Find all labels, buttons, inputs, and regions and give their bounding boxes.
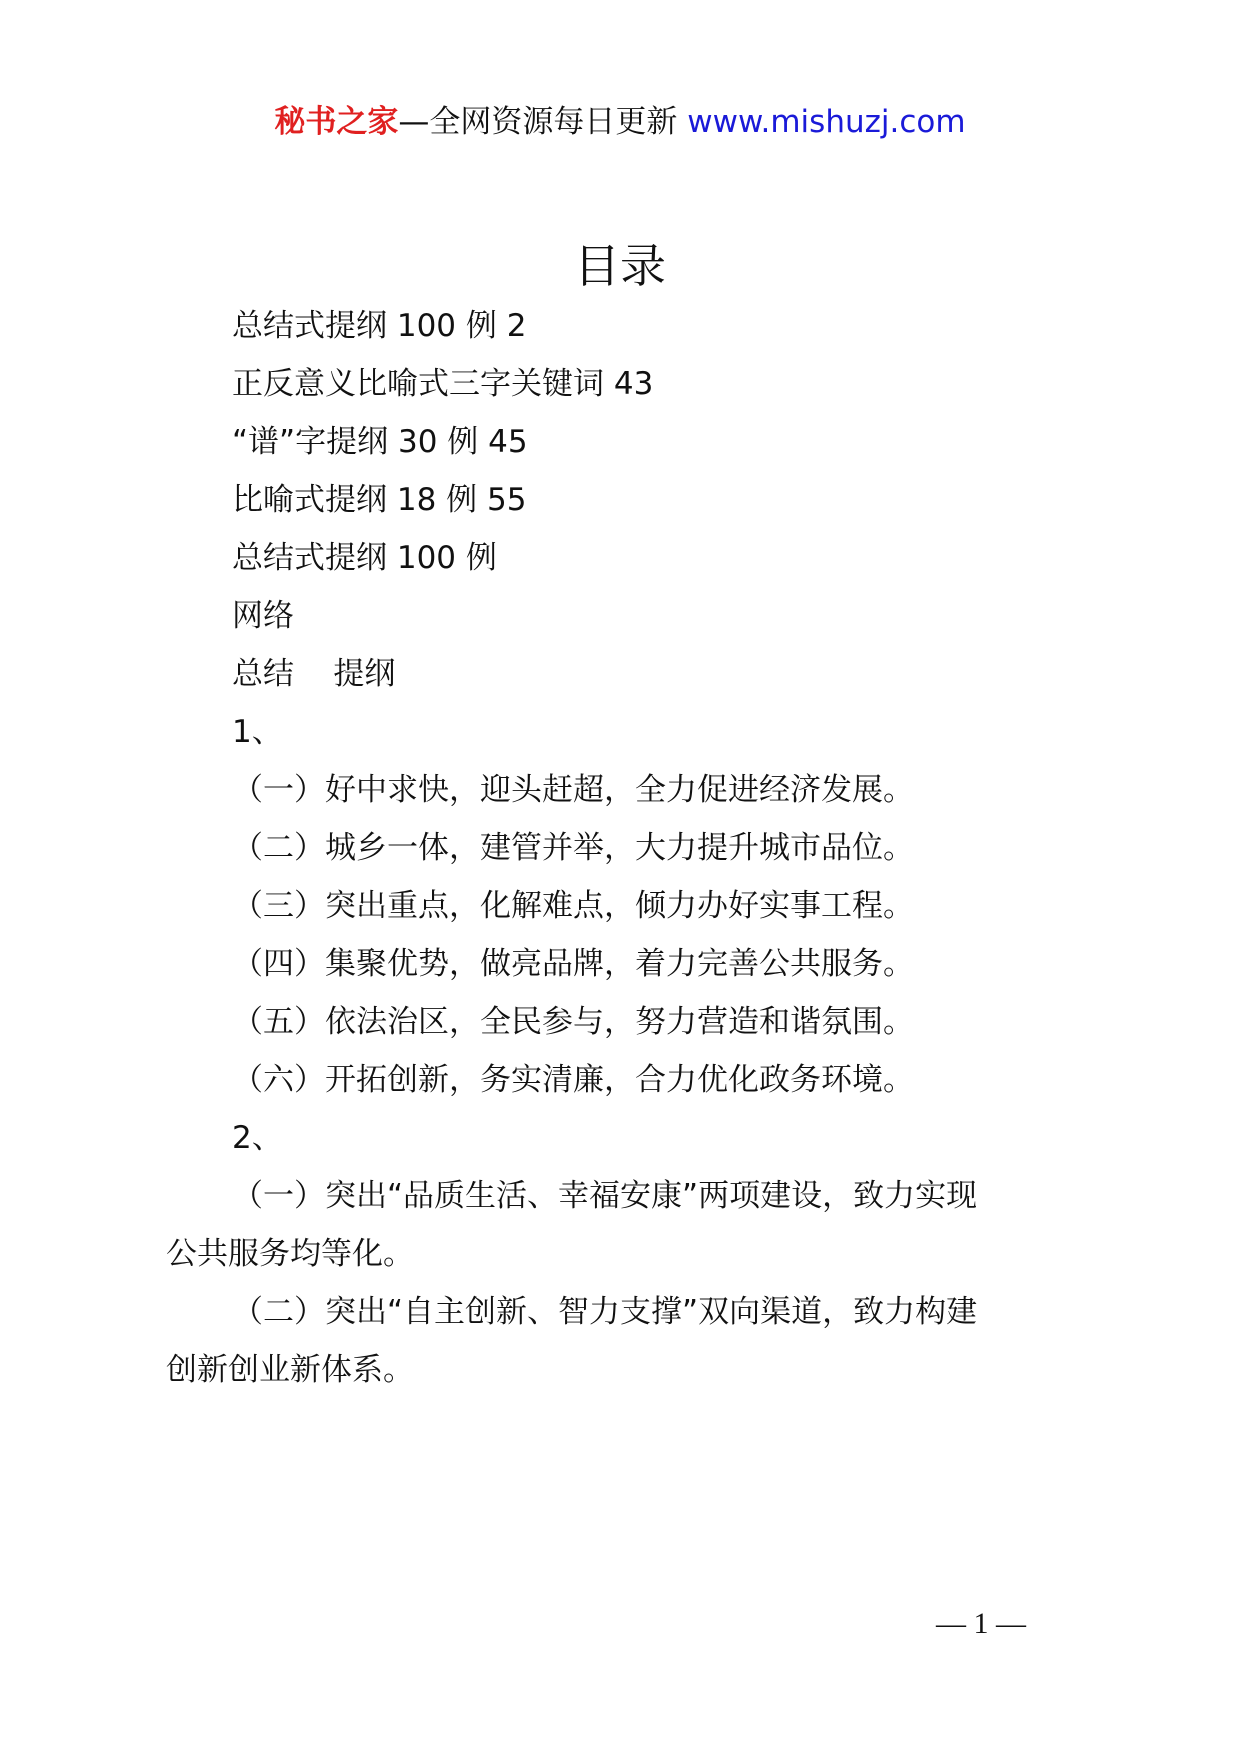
outline-item: （六）开拓创新，务实清廉，合力优化政务环境。: [232, 1062, 914, 1098]
site-url-link[interactable]: www.mishuzj.com: [687, 104, 966, 140]
page-number: — 1 —: [936, 1607, 1026, 1640]
page-title: 目录: [574, 239, 666, 293]
outline-item-line: （一）突出“品质生活、幸福安康”两项建设，致力实现: [232, 1178, 978, 1214]
group-number: 2、: [232, 1120, 283, 1156]
toc-entry[interactable]: 正反意义比喻式三字关键词 43: [232, 366, 654, 402]
toc-entry[interactable]: 比喻式提纲 18 例 55: [232, 482, 527, 518]
outline-item: （五）依法治区，全民参与，努力营造和谐氛围。: [232, 1004, 914, 1040]
section-subheading: 总结 提纲: [232, 656, 396, 692]
outline-item-continuation: 创新创业新体系。: [166, 1352, 414, 1388]
outline-item: （二）城乡一体，建管并举，大力提升城市品位。: [232, 830, 914, 866]
outline-item-continuation: 公共服务均等化。: [166, 1236, 414, 1272]
outline-item: （四）集聚优势，做亮品牌，着力完善公共服务。: [232, 946, 914, 982]
outline-item: （三）突出重点，化解难点，倾力办好实事工程。: [232, 888, 914, 924]
toc-entry[interactable]: “谱”字提纲 30 例 45: [232, 424, 528, 460]
section-source: 网络: [232, 598, 294, 634]
site-banner: [0, 102, 1240, 142]
section-heading: 总结式提纲 100 例: [232, 540, 497, 576]
banner-tagline: —全网资源每日更新: [398, 104, 678, 140]
group-number: 1、: [232, 714, 283, 750]
toc-entry[interactable]: 总结式提纲 100 例 2: [232, 308, 527, 344]
outline-item-line: （二）突出“自主创新、智力支撑”双向渠道，致力构建: [232, 1294, 978, 1330]
brand-name: 秘书之家: [274, 104, 399, 140]
outline-item: （一）好中求快，迎头赶超，全力促进经济发展。: [232, 772, 914, 808]
